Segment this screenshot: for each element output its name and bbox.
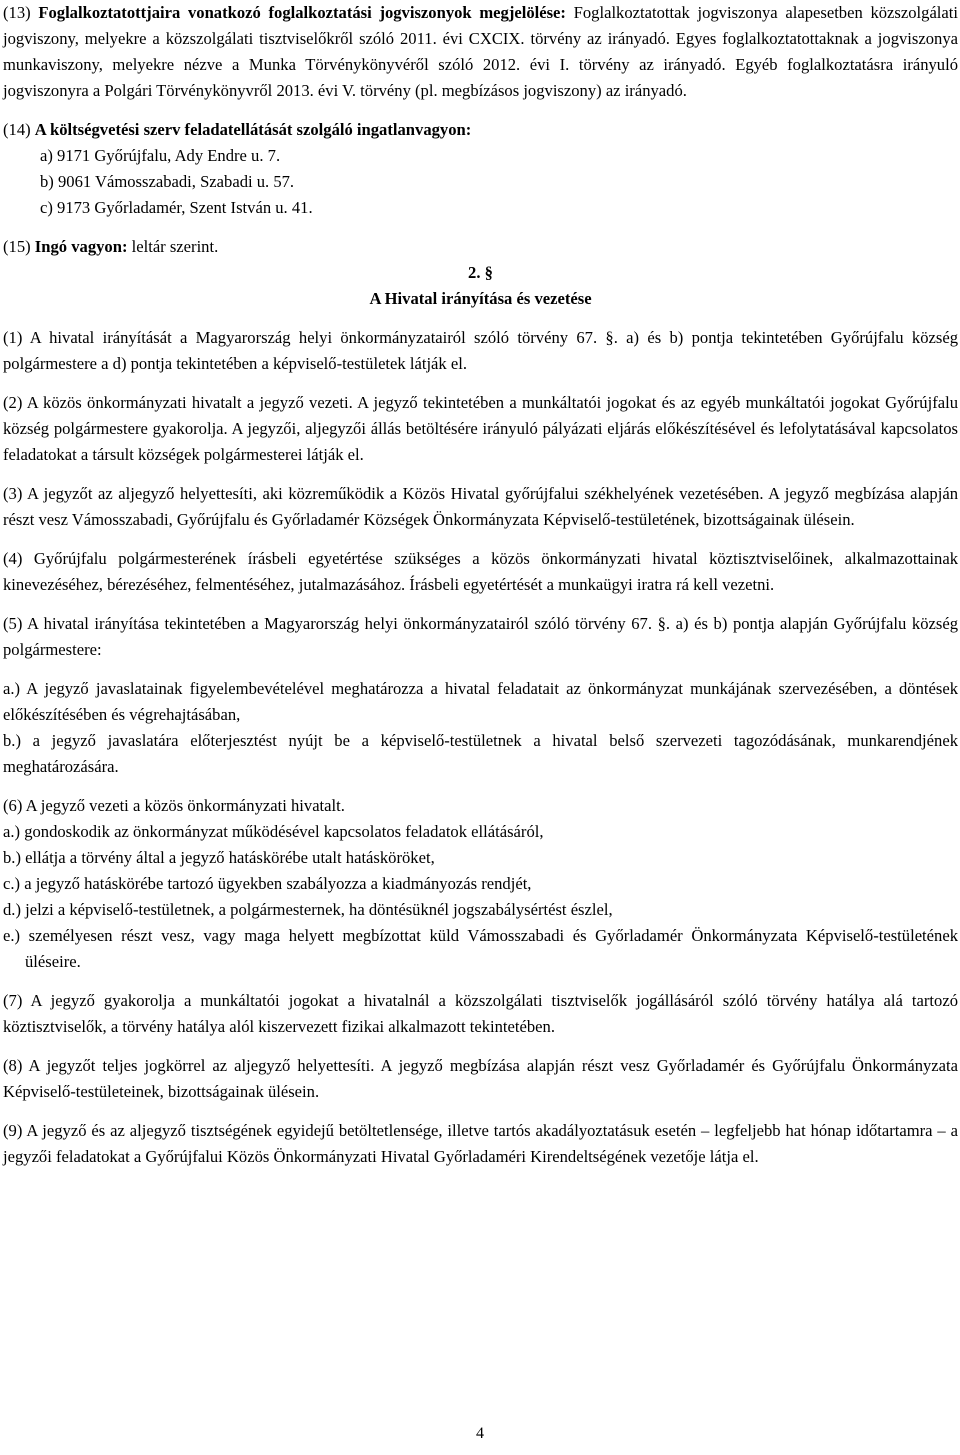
paragraph-number: (15)	[3, 237, 35, 256]
section-paragraph-5b: b.) a jegyző javaslatára előterjesztést nyújt be a képviselő-testületnek a hivatal belső szervezeti tagozódásának, munkarendjének meghatározására.	[3, 731, 958, 776]
bold-heading: Ingó vagyon:	[34, 237, 128, 256]
section-paragraph-8: (8) A jegyzőt teljes jogkörrel az aljegyző helyettesíti. A jegyző megbízása alapján részt vesz Győrladamér és Győrújfalu Önkormányzata Képviselő-testületeinek, bizottságainak ülésein.	[3, 1056, 958, 1101]
paragraph-15	[3, 234, 958, 260]
section-paragraph-4: (4) Győrújfalu polgármesterének írásbeli egyetértése szükséges a közös önkormányzati hivatal köztisztviselőinek, alkalmazottainak kinevezéséhez, bérezéséhez, felmentéséhez, jutalmazásához. Írásbeli egyetértését a munkaügyi iratra rá kell vezetni.	[3, 549, 958, 594]
section-paragraph-5a: a.) A jegyző javaslatainak figyelembevételével meghatározza a hivatal feladatait az önkormányzat munkájának szervezésében, a döntések előkészítésében és végrehajtásában,	[3, 679, 958, 724]
section-number: 2. §	[468, 263, 493, 282]
section-paragraph-2: (2) A közös önkormányzati hivatalt a jegyző vezeti. A jegyző tekintetében a munkáltatói jogokat és az egyéb munkáltatói jogokat Győrújfalu község polgármestere gyakorolja. A jegyzői, aljegyzői állás betöltésére irányuló pályázati eljárás előkészítésével és lefolytatásával kapcsolatos feladatokat a társult községek polgármesterei látják el.	[3, 393, 958, 464]
paragraph-number: (13)	[3, 3, 39, 22]
paragraph-text: Foglalkoztatottak jogviszonya alapesetben közszolgálati jogviszony, melyekre a közszolgálati tisztviselőkről szóló 2011. évi CXCIX. törvény az irányadó. Egyes foglalkoztatottaknak a jogviszonya munkaviszony, melyekre nézve a Munka Törvénykönyvéről szóló 2012. évi I. törvény az irányadó. Egyéb foglalkoztatásra irányuló jogviszonyra a Polgári Törvénykönyvről 2013. évi V. törvény (pl. megbízásos jogviszony) az irányadó.	[3, 3, 959, 100]
bold-heading: Foglalkoztatottjaira vonatkozó foglalkoztatási jogviszonyok megjelölése:	[38, 3, 566, 22]
section-paragraph-7: (7) A jegyző gyakorolja a munkáltatói jogokat a hivatalnál a közszolgálati tisztviselők jogállásáról szóló törvény hatálya alá tartozó köztisztviselők, a törvény hatálya alól kiszervezett fizikai alkalmazott tekintetében.	[3, 991, 958, 1036]
section-paragraph-9: (9) A jegyző és az aljegyző tisztségének egyidejű betöltetlensége, illetve tartós akadályoztatásuk esetén – legfeljebb hat hónap időtartamra – a jegyzői feladatokat a Győrújfalui Közös Önkormányzati Hivatal Győrladaméri Kirendeltségének vezetője látja el.	[3, 1121, 958, 1166]
list-item: d.) jelzi a képviselő-testületnek, a polgármesternek, ha döntésüknél jogszabálysértést észlel,	[3, 900, 613, 919]
section-paragraph-6: (6) A jegyző vezeti a közös önkormányzati hivatalt.	[3, 796, 345, 815]
list-item: e.) személyesen részt vesz, vagy maga helyett megbízottat küld Vámosszabadi és Győrladamér Önkormányzata Képviselő-testületének üléseire.	[3, 926, 958, 971]
section-paragraph-1: (1) A hivatal irányítását a Magyarország helyi önkormányzatairól szóló törvény 67. §. a) és b) pontja tekintetében Győrújfalu község polgármestere a d) pontja tekintetében a képviselő-testületek látják el.	[3, 328, 958, 373]
list-item: a) 9171 Győrújfalu, Ady Endre u. 7.	[40, 146, 281, 165]
paragraph-text: leltár szerint.	[127, 237, 219, 256]
section-paragraph-3: (3) A jegyzőt az aljegyző helyettesíti, aki közreműködik a Közös Hivatal győrújfalui székhelyének vezetésében. A jegyző megbízása alapján részt vesz Vámosszabadi, Győrújfalu és Győrladamér Községek Önkormányzata Képviselő-testületének, bizottságainak ülésein.	[3, 484, 958, 529]
paragraph-number: (14)	[3, 120, 35, 139]
list-item: b) 9061 Vámosszabadi, Szabadi u. 57.	[40, 172, 295, 191]
list-item: c) 9173 Győrladamér, Szent István u. 41.	[40, 198, 313, 217]
bold-heading: A költségvetési szerv feladatellátását szolgáló ingatlanvagyon:	[34, 120, 472, 139]
list-item: b.) ellátja a törvény által a jegyző hatáskörébe utalt hatásköröket,	[3, 848, 435, 867]
list-item: c.) a jegyző hatáskörébe tartozó ügyekben szabályozza a kiadmányozás rendjét,	[3, 874, 532, 893]
section-paragraph-5: (5) A hivatal irányítása tekintetében a Magyarország helyi önkormányzatairól szóló törvény 67. §. a) és b) pontja alapján Győrújfalu község polgármestere:	[3, 614, 958, 659]
document-body	[3, 0, 958, 1170]
paragraph-13	[3, 0, 958, 104]
page-number: 4	[476, 1425, 484, 1442]
list-item: a.) gondoskodik az önkormányzat működésével kapcsolatos feladatok ellátásáról,	[3, 822, 544, 841]
paragraph-14	[3, 117, 958, 143]
section-title: A Hivatal irányítása és vezetése	[369, 289, 592, 308]
